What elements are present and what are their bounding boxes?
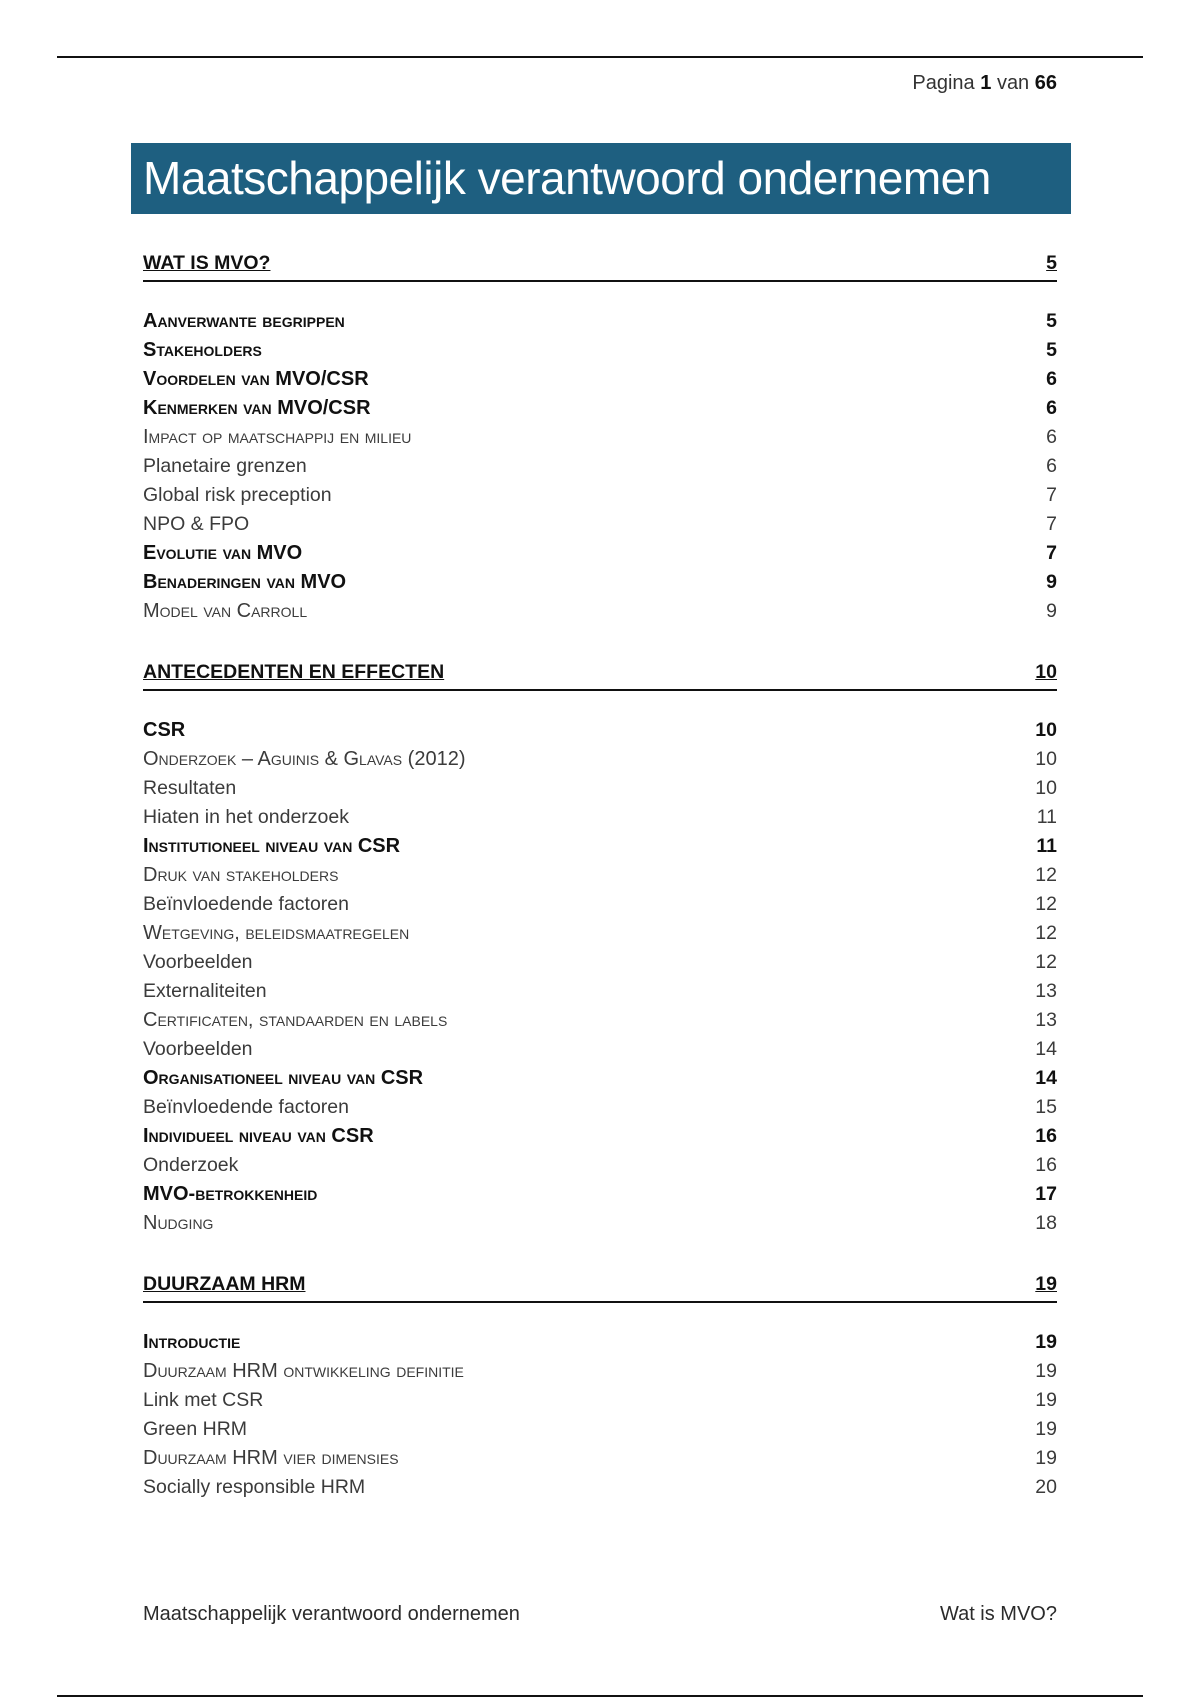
toc-entry-page: 11 [1036, 835, 1057, 857]
toc-entry-label: NPO & FPO [143, 513, 250, 535]
toc-entry-label: Link met CSR [143, 1389, 264, 1411]
page-word: Pagina [912, 72, 975, 94]
toc-entry[interactable] [143, 1183, 1057, 1212]
toc-heading-label: ANTECEDENTEN EN EFFECTEN [143, 661, 445, 683]
toc-entry[interactable] [143, 600, 1057, 629]
toc-heading-page: 19 [1035, 1273, 1057, 1295]
page-current: 1 [980, 72, 992, 94]
toc-entry[interactable] [143, 426, 1057, 455]
toc-entry[interactable] [143, 1212, 1057, 1241]
footer-document-title: Maatschappelijk verantwoord ondernemen [143, 1603, 520, 1625]
toc-entry-label: MVO-betrokkenheid [143, 1183, 318, 1205]
toc-entry-page: 16 [1035, 1154, 1057, 1176]
toc-entry-page: 14 [1035, 1038, 1057, 1060]
toc-entry-page: 20 [1035, 1476, 1057, 1498]
footer-section-title: Wat is MVO? [939, 1603, 1057, 1625]
toc-entry-page: 14 [1035, 1067, 1057, 1089]
toc-entry-page: 9 [1046, 571, 1057, 593]
toc-entry-label: Model van Carroll [143, 600, 308, 622]
toc-entry-page: 6 [1046, 368, 1057, 390]
toc-entry[interactable] [143, 748, 1057, 777]
toc-entry-label: Externaliteiten [143, 980, 267, 1002]
toc-heading-antecedenten-en-effecten[interactable] [143, 657, 1057, 691]
toc-entry-label: Global risk preception [143, 484, 332, 506]
toc-entry-label: Organisationeel niveau van CSR [143, 1067, 424, 1089]
toc-heading-label: DUURZAAM HRM [143, 1273, 306, 1295]
toc-entry-label: Benaderingen van MVO [143, 571, 347, 593]
toc-entry[interactable] [143, 951, 1057, 980]
toc-entry[interactable] [143, 1389, 1057, 1418]
toc-entry[interactable] [143, 310, 1057, 339]
toc-entry-label: Aanverwante begrippen [143, 310, 345, 332]
toc-entry-page: 13 [1035, 1009, 1057, 1031]
toc-entry-page: 7 [1046, 484, 1057, 506]
toc-heading-page: 10 [1035, 661, 1057, 683]
toc-entry[interactable] [143, 1476, 1057, 1505]
toc-entry-page: 6 [1046, 426, 1057, 448]
toc-entry[interactable] [143, 1009, 1057, 1038]
toc-entry-label: Duurzaam HRM vier dimensies [143, 1447, 399, 1469]
toc-entry-page: 16 [1035, 1125, 1057, 1147]
page-footer [143, 1603, 1057, 1626]
toc-entry-page: 6 [1046, 397, 1057, 419]
toc-entry[interactable] [143, 864, 1057, 893]
toc-entry[interactable] [143, 1360, 1057, 1389]
page-of: van [996, 72, 1030, 94]
toc-entry[interactable] [143, 1067, 1057, 1096]
toc-entry-page: 7 [1046, 513, 1057, 535]
toc-entry[interactable] [143, 893, 1057, 922]
toc-entry-label: Certificaten, standaarden en labels [143, 1009, 448, 1031]
toc-entry-page: 13 [1035, 980, 1057, 1002]
toc-entry[interactable] [143, 1096, 1057, 1125]
footer-rule [57, 1695, 1143, 1697]
toc-entry-page: 9 [1046, 600, 1057, 622]
toc-entry[interactable] [143, 980, 1057, 1009]
toc-entry-label: Duurzaam HRM ontwikkeling definitie [143, 1360, 464, 1382]
toc-entry[interactable] [143, 1038, 1057, 1067]
toc-entry-page: 19 [1035, 1447, 1057, 1469]
toc-entry-label: Beïnvloedende factoren [143, 1096, 349, 1118]
toc-entry-page: 12 [1035, 893, 1057, 915]
page-indicator [912, 72, 1057, 95]
toc-entry[interactable] [143, 368, 1057, 397]
toc-entry[interactable] [143, 806, 1057, 835]
toc-entry-page: 10 [1035, 719, 1057, 741]
toc-entry[interactable] [143, 455, 1057, 484]
toc-entry-page: 12 [1035, 922, 1057, 944]
toc-entry-label: Green HRM [143, 1418, 248, 1440]
toc-entry-page: 10 [1035, 748, 1057, 770]
page-total: 66 [1034, 72, 1057, 94]
toc-entry[interactable] [143, 542, 1057, 571]
header-rule [57, 56, 1143, 58]
table-of-contents [143, 248, 1057, 1505]
document-title: Maatschappelijk verantwoord ondernemen [143, 152, 991, 204]
toc-entry-label: CSR [143, 719, 186, 741]
toc-entry-page: 17 [1035, 1183, 1057, 1205]
toc-entry[interactable] [143, 484, 1057, 513]
toc-entry-page: 15 [1035, 1096, 1057, 1118]
toc-entry-label: Voordelen van MVO/CSR [143, 368, 369, 390]
toc-entry-page: 11 [1036, 806, 1057, 828]
toc-entry[interactable] [143, 571, 1057, 600]
toc-entry-page: 5 [1046, 310, 1057, 332]
toc-entry[interactable] [143, 339, 1057, 368]
toc-entry[interactable] [143, 922, 1057, 951]
toc-entry-label: Stakeholders [143, 339, 262, 361]
toc-entry[interactable] [143, 1125, 1057, 1154]
toc-entry-page: 19 [1035, 1418, 1057, 1440]
toc-entry-page: 19 [1035, 1360, 1057, 1382]
toc-entry-label: Voorbeelden [143, 951, 253, 973]
toc-entry-page: 7 [1046, 542, 1057, 564]
toc-entry-label: Druk van stakeholders [143, 864, 339, 886]
toc-heading-duurzaam-hrm[interactable] [143, 1269, 1057, 1303]
toc-entry[interactable] [143, 1447, 1057, 1476]
toc-entry[interactable] [143, 397, 1057, 426]
toc-heading-wat-is-mvo[interactable] [143, 248, 1057, 282]
toc-entry-label: Impact op maatschappij en milieu [143, 426, 412, 448]
toc-entry-label: Wetgeving, beleidsmaatregelen [143, 922, 410, 944]
toc-heading-label: WAT IS MVO? [143, 252, 271, 274]
toc-entry-label: Hiaten in het onderzoek [143, 806, 349, 828]
toc-entry-page: 19 [1035, 1331, 1057, 1353]
toc-entry-label: Socially responsible HRM [143, 1476, 366, 1498]
toc-entry-label: Nudging [143, 1212, 214, 1234]
toc-entry-label: Kenmerken van MVO/CSR [143, 397, 371, 419]
toc-entry-page: 6 [1046, 455, 1057, 477]
toc-entry-page: 12 [1035, 864, 1057, 886]
toc-entry-label: Onderzoek – Aguinis & Glavas (2012) [143, 748, 466, 770]
toc-entry-label: Introductie [143, 1331, 241, 1353]
toc-entry[interactable] [143, 835, 1057, 864]
toc-entry-label: Planetaire grenzen [143, 455, 307, 477]
toc-entry-page: 10 [1035, 777, 1057, 799]
toc-entry-label: Resultaten [143, 777, 237, 799]
toc-entry-label: Beïnvloedende factoren [143, 893, 349, 915]
toc-entry-page: 12 [1035, 951, 1057, 973]
toc-entry-page: 19 [1035, 1389, 1057, 1411]
toc-entry-label: Individueel niveau van CSR [143, 1125, 374, 1147]
toc-entry-label: Evolutie van MVO [143, 542, 303, 564]
toc-entry[interactable] [143, 777, 1057, 806]
toc-entry-label: Voorbeelden [143, 1038, 253, 1060]
toc-entry[interactable] [143, 1154, 1057, 1183]
toc-entry-label: Onderzoek [143, 1154, 239, 1176]
toc-entry-page: 18 [1035, 1212, 1057, 1234]
toc-entry[interactable] [143, 513, 1057, 542]
toc-entry[interactable] [143, 1418, 1057, 1447]
toc-entry[interactable] [143, 1331, 1057, 1360]
toc-heading-page: 5 [1046, 252, 1057, 274]
toc-entry[interactable] [143, 719, 1057, 748]
toc-entry-label: Institutioneel niveau van CSR [143, 835, 401, 857]
toc-entry-page: 5 [1046, 339, 1057, 361]
document-title-bar [131, 143, 1071, 214]
